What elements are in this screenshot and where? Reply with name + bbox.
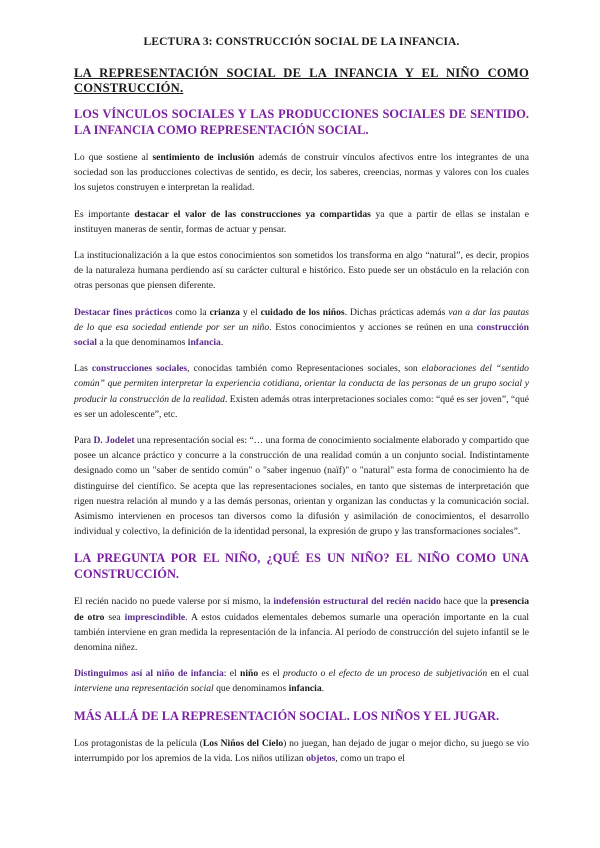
paragraph-recien-nacido: El recién nacido no puede valerse por sí mismo, la indefensión estructural del recién nacido hace que la presencia de otro sea imprescindible. A estos cuidados elementales debemos sumarle una operación importante en la cual también interviene en gran medida la representación de la infancia. Al período de construcción del sujeto infantil se le denomina niñez. — [74, 596, 530, 654]
paragraph-jodelet: Para D. Jodelet una representación social es: “… una forma de conocimiento socialmente elaborado y compartido que posee un alcance práctico y concurre a la construcción de una realidad común a un conjunto social. Indistintamente designado como un "saber de sentido común" o "saber ingenuo (naïf)" o "natural" esta forma de conocimiento ha de distinguirse del científico. Se acepta que las representaciones sociales, en tanto que sistemas de interpretación que rigen nuestra relación al mundo y a las demás personas, orientan y organizan las conductas y la comunicación social. Asimismo intervienen en procesos tan diversos como la difusión y asimilación de conocimientos, el desarrollo individual y colectivo, la definición de la identidad personal, la expresión de grupo y las transformaciones sociales”. — [74, 435, 529, 538]
paragraph-construcciones-compartidas: Es importante destacar el valor de las construcciones ya compartidas ya que a partir de ellas se instalan e instituyen maneras de sentir, formas de actuar y pensar. — [74, 208, 530, 235]
paragraph-construcciones-sociales: Las construcciones sociales, conocidas también como Representaciones sociales, son elaboraciones del “sentido común” que permiten interpretar la experiencia cotidiana, orientar la conducta de las personas de un grupo social y producir la construcción de la realidad. Existen además otras interpretaciones sociales como: “qué es ser joven”, “qué es ser un adolescente”, etc. — [74, 363, 529, 420]
paragraph-ninos-del-cielo: Los protagonistas de la película (Los Niños del Cielo) no juegan, han dejado de jugar o mejor dicho, su juego se vio interrumpido por los apremios de la vida. Los niños utilizan objetos, como un trapo el — [74, 737, 529, 764]
main-heading: LA REPRESENTACIÓN SOCIAL DE LA INFANCIA Y EL NIÑO COMO CONSTRUCCIÓN. — [74, 66, 529, 95]
section-heading-jugar: MÁS ALLÁ DE LA REPRESENTACIÓN SOCIAL. LOS NIÑOS Y EL JUGAR. — [74, 708, 500, 723]
paragraph-institucionalizacion: La institucionalización a la que estos conocimientos son sometidos los transforma en algo “natural”, es decir, propios de la naturaleza humana perdiendo así su carácter cultural e histórico. Esto puede ser un obstáculo en la relación con otras personas que piensen diferente. — [74, 250, 529, 292]
paragraph-fines-practicos: Destacar fines prácticos como la crianza y el cuidado de los niños. Dichas prácticas además van a dar las pautas de lo que esa sociedad entiende por ser un niño. Estos conocimientos y acciones se reúnen en una construcción social a la que denominamos infancia. — [74, 306, 529, 349]
section-heading-vinculos: LOS VÍNCULOS SOCIALES Y LAS PRODUCCIONES SOCIALES DE SENTIDO. LA INFANCIA COMO REPRESENTACIÓN SOCIAL. — [74, 107, 529, 137]
document-body — [74, 36, 529, 777]
paragraph-nino-infancia: Distinguimos así al niño de infancia: el niño es el producto o el efecto de un proceso de subjetivación en el cual interviene una representación social que denominamos infancia. — [74, 668, 529, 695]
paragraph-inclusion: Lo que sostiene al sentimiento de inclusión además de construir vínculos afectivos entre los integrantes de una sociedad son las producciones colectivas de sentido, es decir, los saberes, creencias, normas y valores con los cuales los sujetos construyen e interpretan la realidad. — [74, 152, 530, 194]
section-heading-que-es-un-nino: LA PREGUNTA POR EL NIÑO, ¿QUÉ ES UN NIÑO? EL NIÑO COMO UNA CONSTRUCCIÓN. — [74, 551, 529, 582]
document-title: LECTURA 3: CONSTRUCCIÓN SOCIAL DE LA INFANCIA. — [143, 36, 460, 48]
